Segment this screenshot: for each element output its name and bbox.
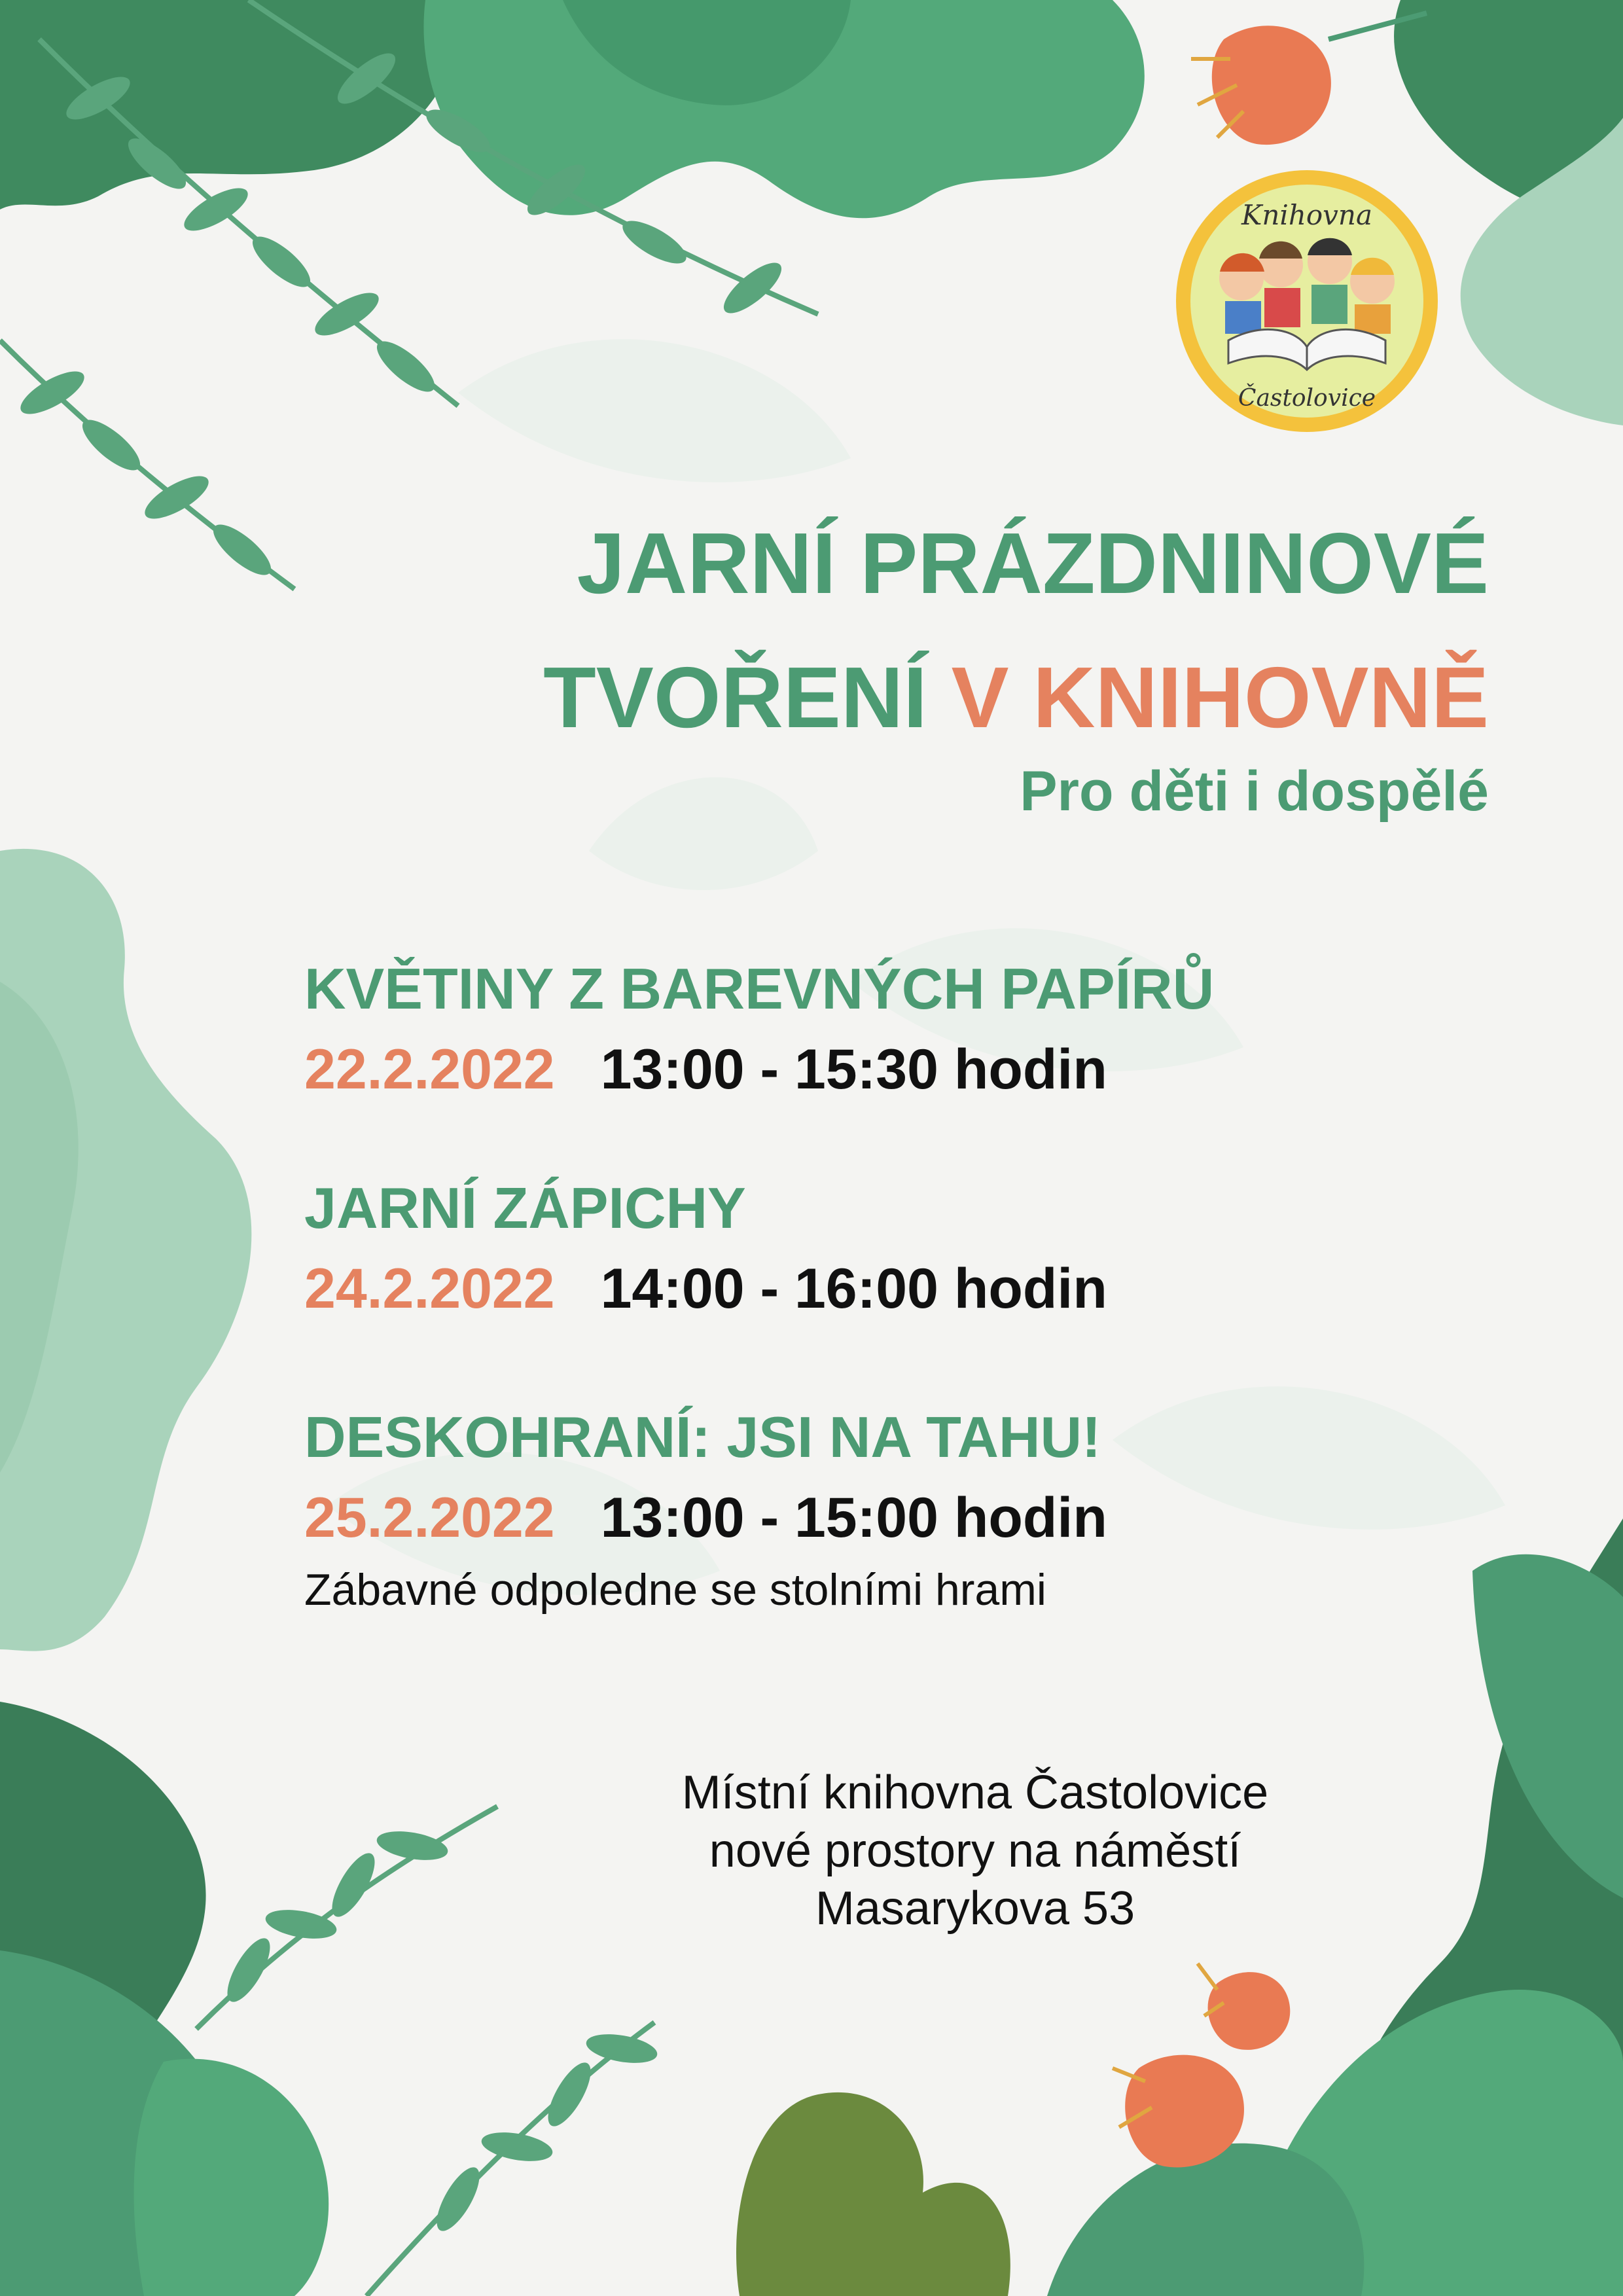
subtitle: Pro děti i dospělé <box>1020 760 1489 823</box>
event-2-schedule <box>304 1257 1107 1321</box>
event-1-schedule <box>304 1037 1107 1102</box>
event-2-time: 14:00 - 16:00 hodin <box>600 1257 1107 1320</box>
event-1-date: 22.2.2022 <box>304 1038 555 1101</box>
event-3-schedule <box>304 1486 1107 1551</box>
logo-text-bottom: Častolovice <box>1238 385 1376 412</box>
event-3-note: Zábavné odpoledne se stolními hrami <box>304 1565 1046 1615</box>
library-logo <box>1173 167 1441 435</box>
event-3-time: 13:00 - 15:00 hodin <box>600 1486 1107 1549</box>
title-line-2-green: TVOŘENÍ <box>543 649 927 745</box>
address-line-2: nové prostory na náměstí <box>709 1824 1241 1877</box>
title-line-2-orange: V KNIHOVNĚ <box>951 649 1489 745</box>
title-line-2 <box>543 649 1489 745</box>
address-line-3: Masarykova 53 <box>815 1882 1135 1935</box>
address-line-1: Místní knihovna Častolovice <box>681 1767 1269 1819</box>
event-2-date: 24.2.2022 <box>304 1257 555 1320</box>
logo-text-top: Knihovna <box>1241 199 1373 231</box>
address-block <box>641 1764 1309 1938</box>
title-line-1: JARNÍ PRÁZDNINOVÉ <box>577 515 1489 611</box>
event-2-title: JARNÍ ZÁPICHY <box>304 1175 746 1240</box>
event-3-title: DESKOHRANÍ: JSI NA TAHU! <box>304 1405 1101 1469</box>
event-1-title: KVĚTINY Z BAREVNÝCH PAPÍRŮ <box>304 956 1215 1021</box>
event-3-date: 25.2.2022 <box>304 1486 555 1549</box>
event-1-time: 13:00 - 15:30 hodin <box>600 1038 1107 1101</box>
